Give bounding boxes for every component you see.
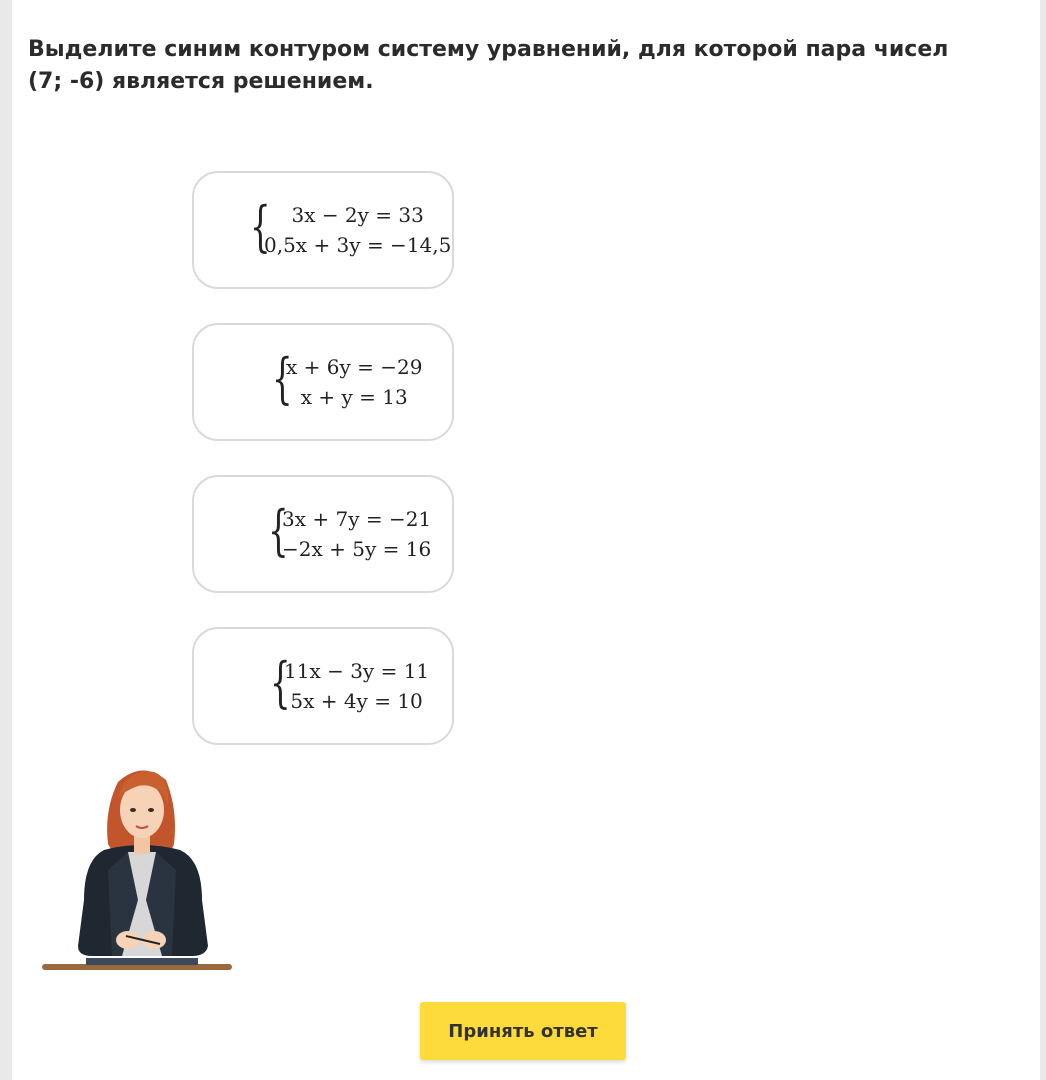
brace-icon: { — [272, 347, 293, 410]
brace-icon: { — [250, 195, 271, 258]
task-prompt: Выделите синим контуром систему уравнений, для которой пара чисел (7; -6) является решением. — [28, 37, 949, 94]
equation-system — [268, 499, 432, 564]
equation-line-1: 3x + 7y = −21 — [282, 507, 432, 531]
task-card — [12, 0, 1040, 1080]
equation-line-2: 0,5x + 3y = −14,5 — [264, 233, 452, 257]
equation-system — [250, 195, 452, 260]
equation-system — [272, 347, 423, 412]
brace-icon: { — [268, 499, 289, 562]
equation-line-1: 3x − 2y = 33 — [291, 203, 424, 227]
equation-system — [270, 651, 430, 716]
equation-line-1: 11x − 3y = 11 — [284, 659, 430, 683]
equation-line-2: 5x + 4y = 10 — [290, 689, 423, 713]
teacher-illustration — [42, 760, 242, 976]
equation-line-2: x + y = 13 — [300, 385, 408, 409]
brace-icon: { — [270, 651, 291, 714]
submit-answer-button[interactable]: Принять ответ — [420, 1002, 626, 1060]
equation-line-2: −2x + 5y = 16 — [282, 537, 432, 561]
option-system-2[interactable] — [192, 323, 454, 441]
option-system-1[interactable] — [192, 171, 454, 289]
equation-line-1: x + 6y = −29 — [286, 355, 423, 379]
option-system-3[interactable] — [192, 475, 454, 593]
option-system-4[interactable] — [192, 627, 454, 745]
